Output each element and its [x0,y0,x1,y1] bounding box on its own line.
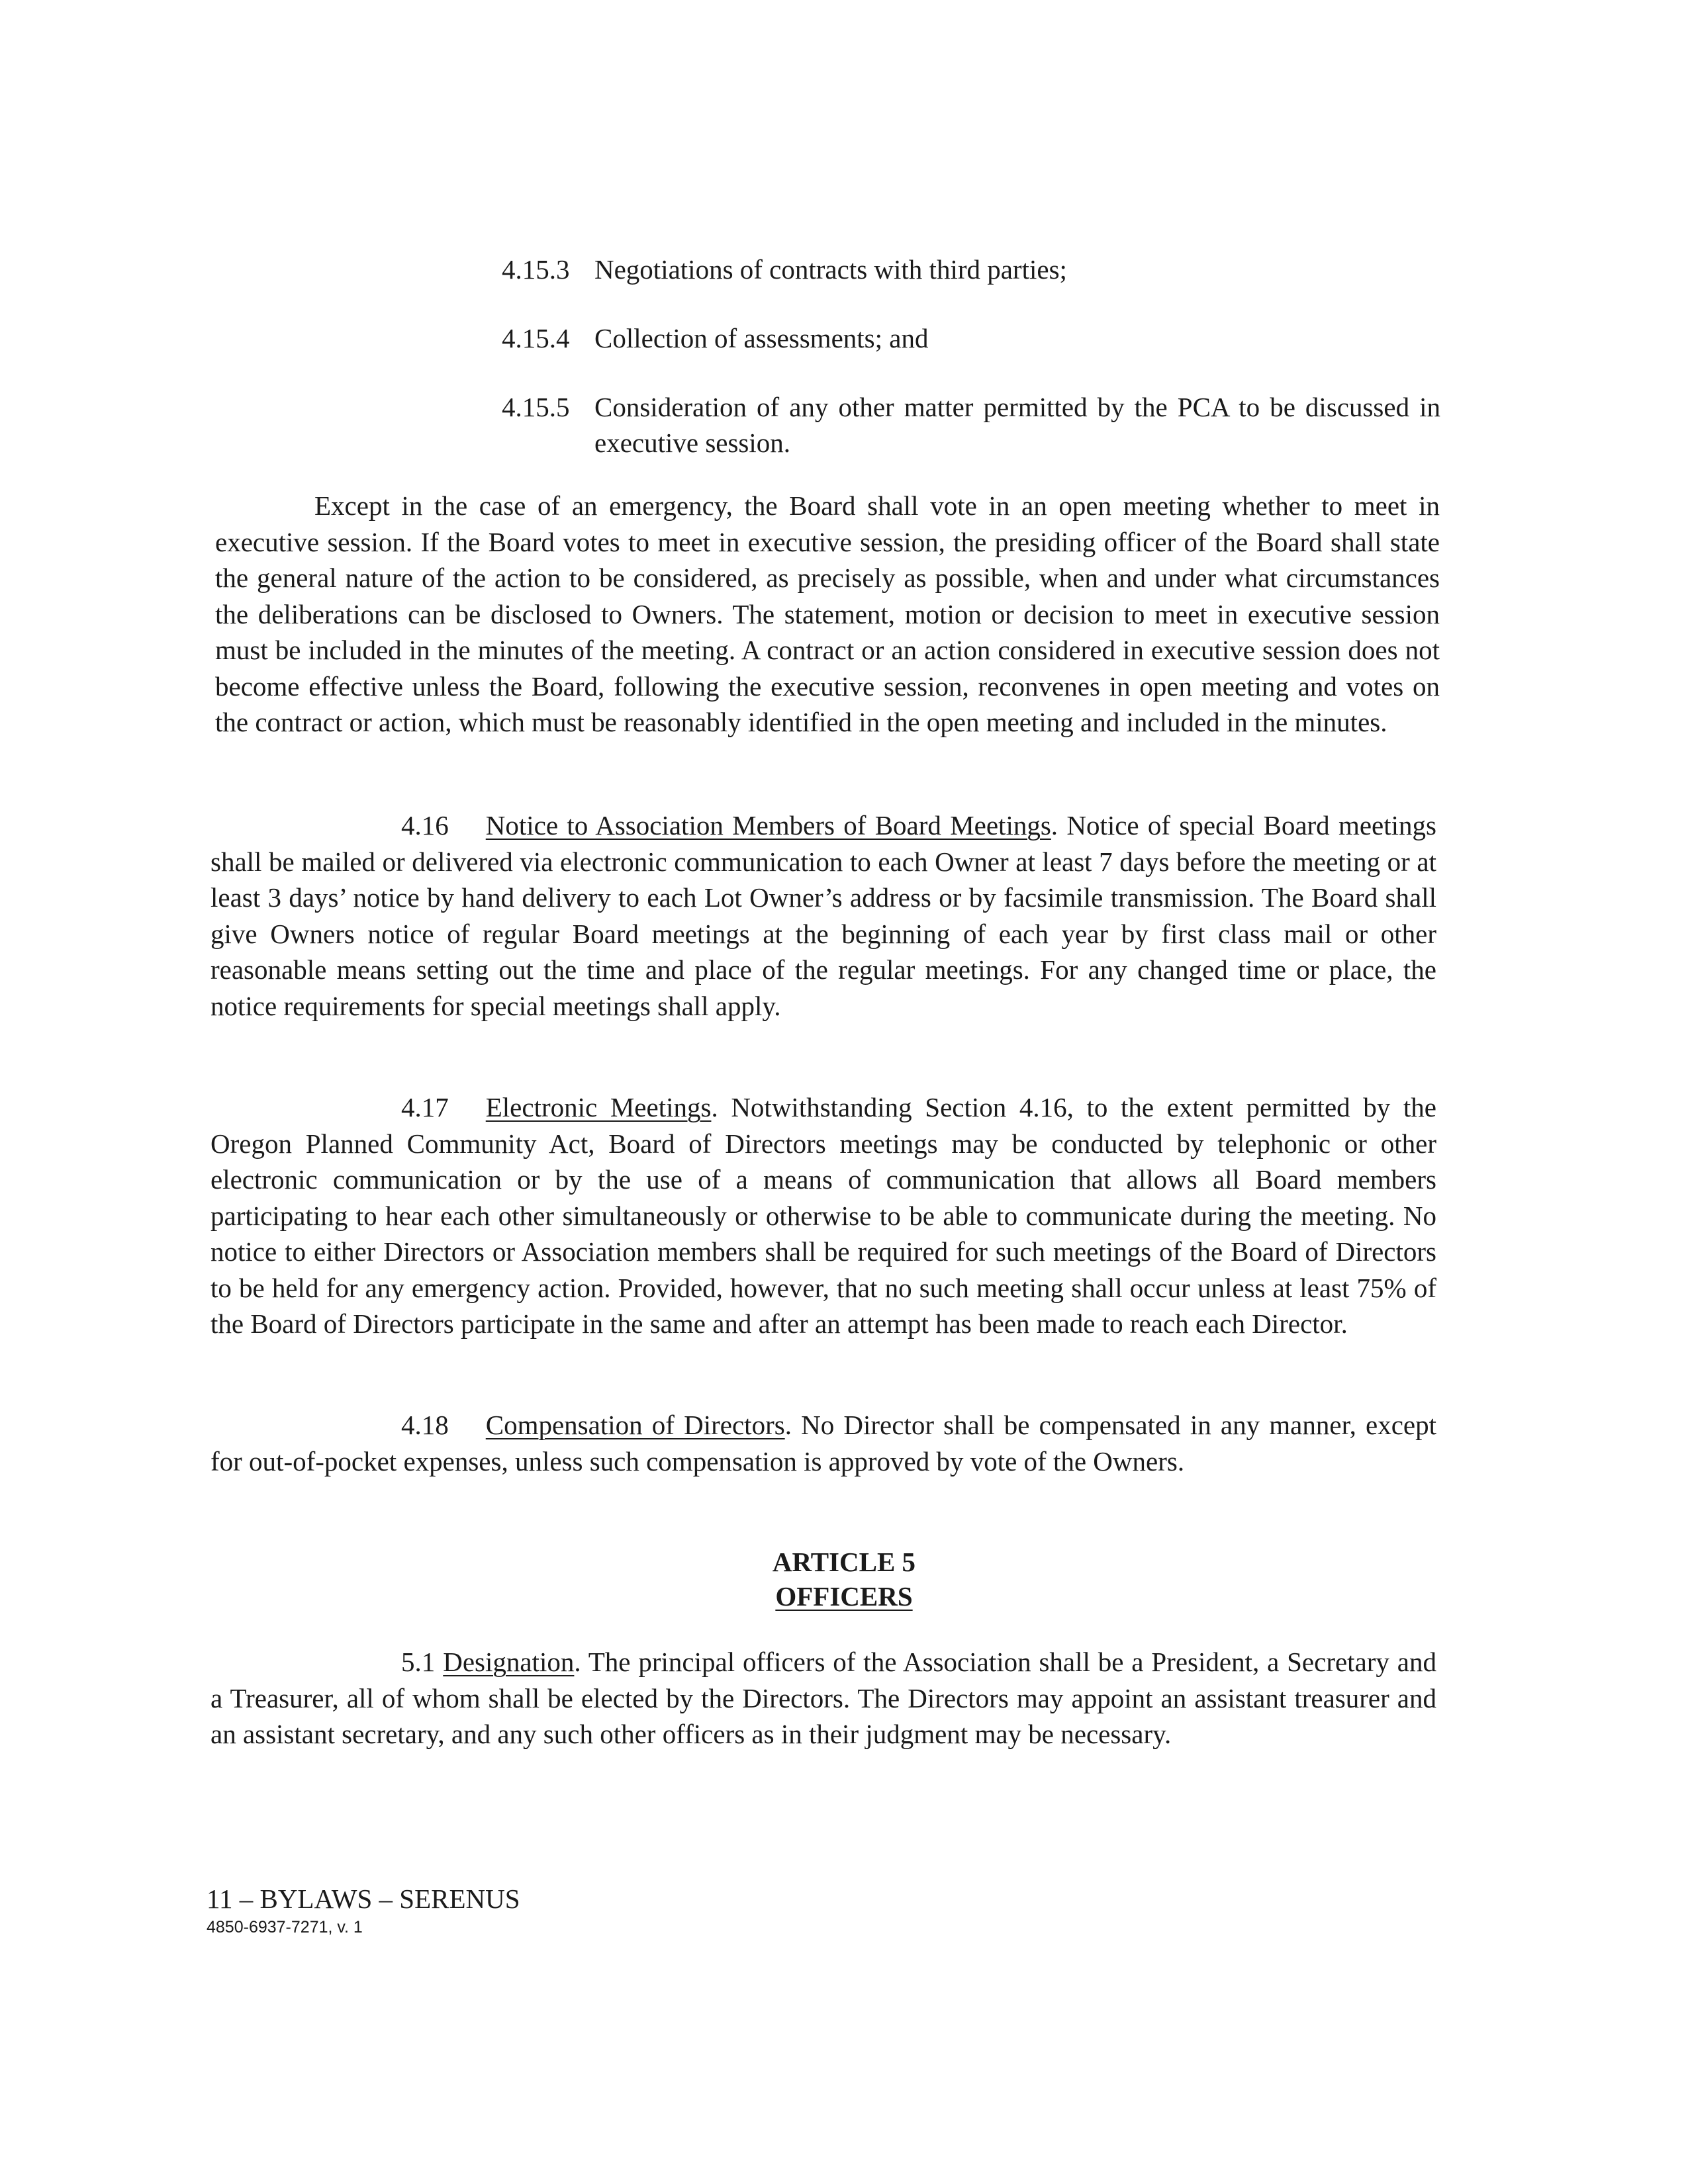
section-title: Designation [443,1647,575,1677]
section-number: 5.1 [401,1647,436,1677]
section-number: 4.18 [401,1410,449,1440]
article-title-text: OFFICERS [775,1581,913,1612]
sub-item-text: Negotiations of contracts with third parties; [594,254,1067,285]
section-4-18 [211,1407,1436,1479]
sub-item-4-15-3 [502,251,1440,287]
section-body: . No Director shall be compensated in any manner, except for out-of-pocket expenses, unless such compensation is approved by vote of the Owners. [211,1410,1436,1477]
section-title: Compensation of Directors [485,1410,785,1440]
sub-item-number: 4.15.4 [502,323,570,353]
section-4-16 [211,807,1436,1024]
sub-item-text: Consideration of any other matter permitted by the PCA to be discussed in executive session. [594,392,1440,458]
footer-title: 11 – BYLAWS – SERENUS [207,1884,520,1914]
article-title [0,1580,1688,1613]
section-body: . The principal officers of the Association shall be a President, a Secretary and a Treasurer, all of whom shall be elected by the Directors. The Directors may appoint an assistant treasurer and an assistant secretary, and any such other officers as in their judgment may be necessary. [211,1647,1436,1749]
section-number: 4.17 [401,1092,449,1122]
footer-doc-id: 4850-6937-7271, v. 1 [207,1918,363,1936]
section-title: Electronic Meetings [485,1092,712,1122]
sub-item-number: 4.15.5 [502,392,570,422]
section-4-17 [211,1089,1436,1342]
section-title: Notice to Association Members of Board Meetings [485,810,1051,841]
sub-item-4-15-4 [502,320,1440,356]
executive-session-paragraph: Except in the case of an emergency, the Board shall vote in an open meeting whether to meet in executive session. If the Board votes to meet in executive session, the presiding officer of the Board shall state the general nature of the action to be considered, as precisely as possible, when and under what circumstances the deliberations can be disclosed to Owners. The statement, motion or decision to meet in executive session must be included in the minutes of the meeting. A contract or an action considered in executive session does not become effective unless the Board, following the executive session, reconvenes in open meeting and votes on the contract or action, which must be reasonably identified in the open meeting and included in the minutes. [215,490,1440,737]
sub-item-text: Collection of assessments; and [594,323,929,353]
article-number: ARTICLE 5 [772,1547,916,1577]
section-body: . Notice of special Board meetings shall be mailed or delivered via electronic communication to each Owner at least 7 days before the meeting or at least 3 days’ notice by hand delivery to each Lot Owner’s address or by facsimile transmission. The Board shall give Owners notice of regular Board meetings at the beginning of each year by first class mail or other reasonable means setting out the time and place of the regular meetings. For any changed time or place, the notice requirements for special meetings shall apply. [211,810,1436,1021]
sub-item-number: 4.15.3 [502,254,570,285]
section-body: . Notwithstanding Section 4.16, to the extent permitted by the Oregon Planned Community Act, Board of Directors meetings may be conducted by telephonic or other electronic communication or by the use of a means of communication that allows all Board members participating to hear each other simultaneously or otherwise to be able to communicate during the meeting. No notice to either Directors or Association members shall be required for such meetings of the Board of Directors to be held for any emergency action. Provided, however, that no such meeting shall occur unless at least 75% of the Board of Directors participate in the same and after an attempt has been made to reach each Director. [211,1092,1436,1339]
section-5-1 [211,1644,1436,1752]
section-number: 4.16 [401,810,449,841]
sub-item-4-15-5 [502,389,1440,461]
